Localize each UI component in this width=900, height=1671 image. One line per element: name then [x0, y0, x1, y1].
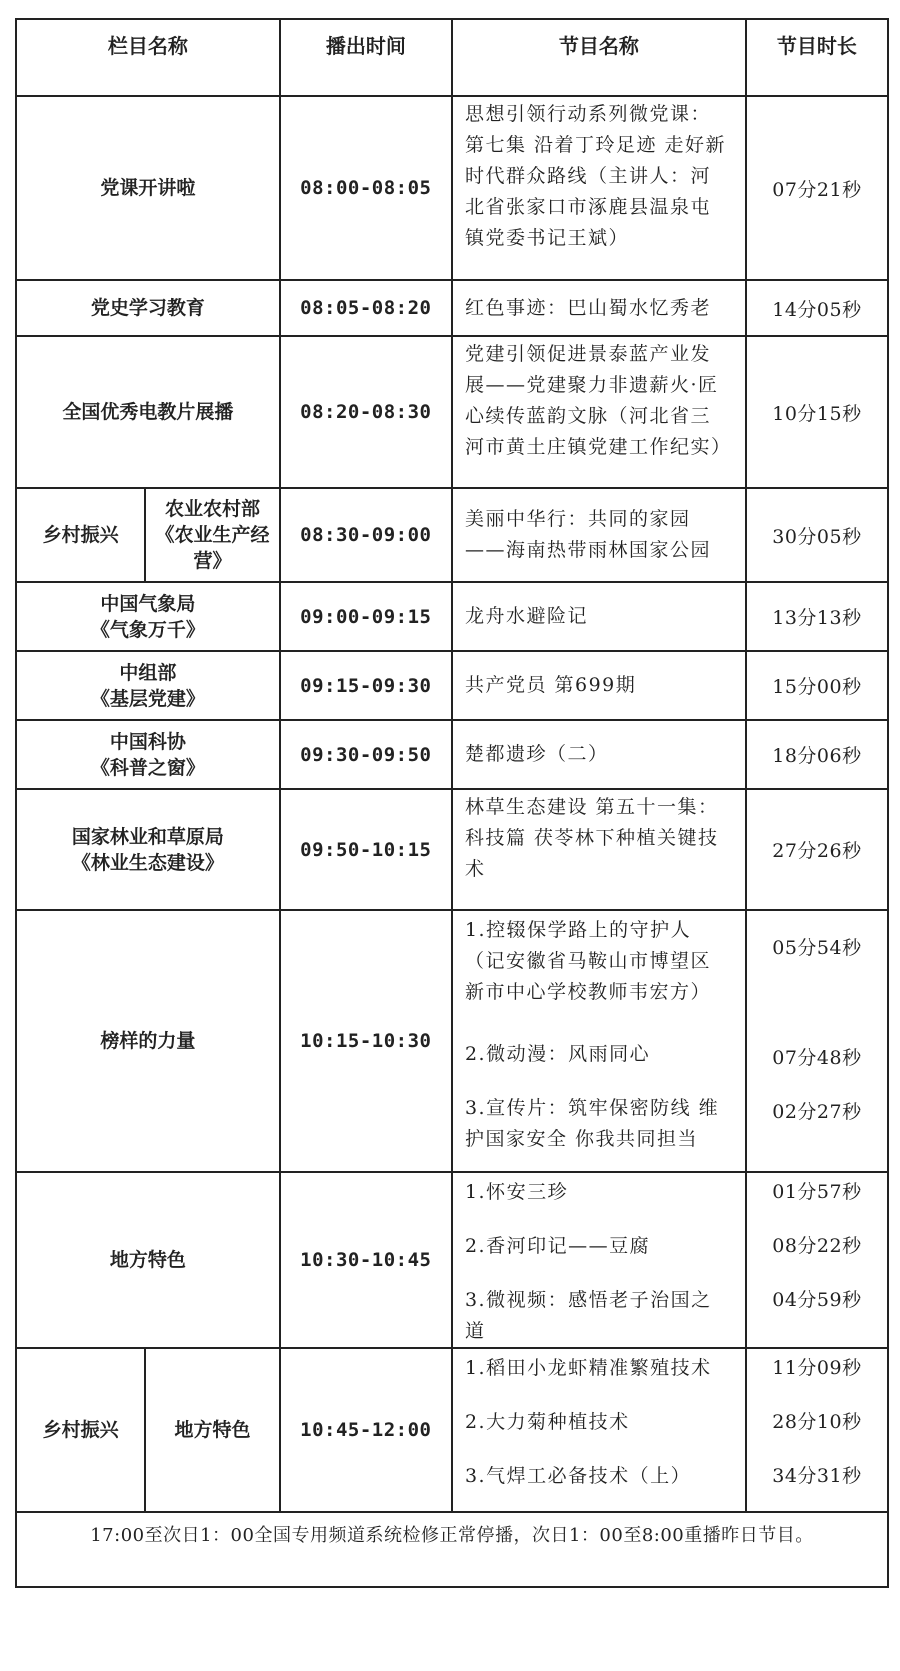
air-time: 09:15-09:30: [280, 651, 452, 720]
header-row: [16, 19, 888, 96]
column-org: 国家林业和草原局: [71, 825, 224, 848]
column-subcategory: 地方特色: [145, 1348, 280, 1512]
duration: 14分05秒: [746, 280, 888, 336]
header-air-time: 播出时间: [280, 19, 452, 96]
footer-note: 17:00至次日1：00全国专用频道系统检修正常停播，次日1：00至8:00重播昨日节目。: [16, 1512, 888, 1587]
header-program-name: 节目名称: [452, 19, 746, 96]
air-time: 08:00-08:05: [280, 96, 452, 280]
duration: 08分22秒: [772, 1235, 862, 1257]
table-row: [16, 1348, 888, 1512]
program-name: 党建引领促进景泰蓝产业发展——党建聚力非遗薪火·匠心续传蓝韵文脉（河北省三河市黄土庄镇党建工作纪实）: [452, 336, 746, 488]
duration: 05分54秒: [772, 937, 862, 959]
program-name: 美丽中华行：共同的家园——海南热带雨林国家公园: [452, 488, 746, 582]
list-item: 2.香河印记——豆腐: [464, 1235, 651, 1257]
duration-list: [746, 910, 888, 1172]
column-subcategory: 农业农村部《农业生产经营》: [145, 488, 280, 582]
duration: 10分15秒: [746, 336, 888, 488]
column-title: 《基层党建》: [90, 687, 205, 710]
column-category: 乡村振兴: [16, 1348, 145, 1512]
list-item: 3.微视频：感悟老子治国之道: [464, 1289, 712, 1342]
column-name: 地方特色: [16, 1172, 280, 1348]
duration: 02分27秒: [772, 1101, 862, 1123]
air-time: 08:30-09:00: [280, 488, 452, 582]
footer-row: [16, 1512, 888, 1587]
program-name: 共产党员 第699期: [452, 651, 746, 720]
table-row: [16, 582, 888, 651]
air-time: 10:45-12:00: [280, 1348, 452, 1512]
air-time: 10:15-10:30: [280, 910, 452, 1172]
column-name: [16, 651, 280, 720]
column-name: 党课开讲啦: [16, 96, 280, 280]
duration: 11分09秒: [772, 1357, 862, 1379]
header-column-name: 栏目名称: [16, 19, 280, 96]
column-name: [16, 582, 280, 651]
duration: 27分26秒: [746, 789, 888, 910]
list-item: 1.控辍保学路上的守护人（记安徽省马鞍山市博望区新市中心学校教师韦宏方）: [464, 919, 711, 1003]
program-list: [452, 1348, 746, 1512]
duration: 28分10秒: [772, 1411, 862, 1433]
program-name: 楚都遗珍（二）: [452, 720, 746, 789]
list-item: 3.宣传片：筑牢保密防线 维护国家安全 你我共同担当: [464, 1097, 720, 1150]
column-org: 中组部: [119, 661, 177, 684]
program-name: 红色事迹：巴山蜀水忆秀老: [452, 280, 746, 336]
duration: 13分13秒: [746, 582, 888, 651]
air-time: 09:30-09:50: [280, 720, 452, 789]
table-row: [16, 651, 888, 720]
program-list: [452, 910, 746, 1172]
table-row: [16, 336, 888, 488]
table-row: [16, 96, 888, 280]
list-item: 1.稻田小龙虾精准繁殖技术: [464, 1357, 712, 1379]
table-row: [16, 280, 888, 336]
duration-list: [746, 1172, 888, 1348]
table-row: [16, 720, 888, 789]
column-name: 榜样的力量: [16, 910, 280, 1172]
duration: 34分31秒: [772, 1465, 862, 1487]
list-item: 2.微动漫：风雨同心: [464, 1043, 651, 1065]
table-row: [16, 789, 888, 910]
duration: 04分59秒: [772, 1289, 862, 1311]
column-category: 乡村振兴: [16, 488, 145, 582]
duration: 01分57秒: [772, 1181, 862, 1203]
duration: 18分06秒: [746, 720, 888, 789]
column-title: 《科普之窗》: [90, 756, 205, 779]
air-time: 08:20-08:30: [280, 336, 452, 488]
program-name: 思想引领行动系列微党课：第七集 沿着丁玲足迹 走好新时代群众路线（主讲人：河北省张家口市涿鹿县温泉屯镇党委书记王斌）: [452, 96, 746, 280]
air-time: 09:00-09:15: [280, 582, 452, 651]
table-row: [16, 910, 888, 1172]
column-name: 党史学习教育: [16, 280, 280, 336]
table-row: [16, 488, 888, 582]
duration: 30分05秒: [746, 488, 888, 582]
column-org: 中国气象局: [100, 592, 196, 615]
program-name: 龙舟水避险记: [452, 582, 746, 651]
column-org: 中国科协: [109, 730, 186, 753]
list-item: 1.怀安三珍: [464, 1181, 569, 1203]
duration: 15分00秒: [746, 651, 888, 720]
list-item: 3.气焊工必备技术（上）: [464, 1465, 692, 1487]
column-name: [16, 789, 280, 910]
air-time: 08:05-08:20: [280, 280, 452, 336]
table-row: [16, 1172, 888, 1348]
header-duration: 节目时长: [746, 19, 888, 96]
air-time: 09:50-10:15: [280, 789, 452, 910]
column-name: 全国优秀电教片展播: [16, 336, 280, 488]
list-item: 2.大力菊种植技术: [464, 1411, 630, 1433]
duration: 07分48秒: [772, 1047, 862, 1069]
column-name: [16, 720, 280, 789]
column-title: 《气象万千》: [90, 618, 205, 641]
duration: 07分21秒: [746, 96, 888, 280]
column-title: 《林业生态建设》: [71, 851, 224, 874]
program-name: 林草生态建设 第五十一集：科技篇 茯苓林下种植关键技术: [452, 789, 746, 910]
program-list: [452, 1172, 746, 1348]
air-time: 10:30-10:45: [280, 1172, 452, 1348]
duration-list: [746, 1348, 888, 1512]
schedule-table: [15, 18, 889, 1588]
